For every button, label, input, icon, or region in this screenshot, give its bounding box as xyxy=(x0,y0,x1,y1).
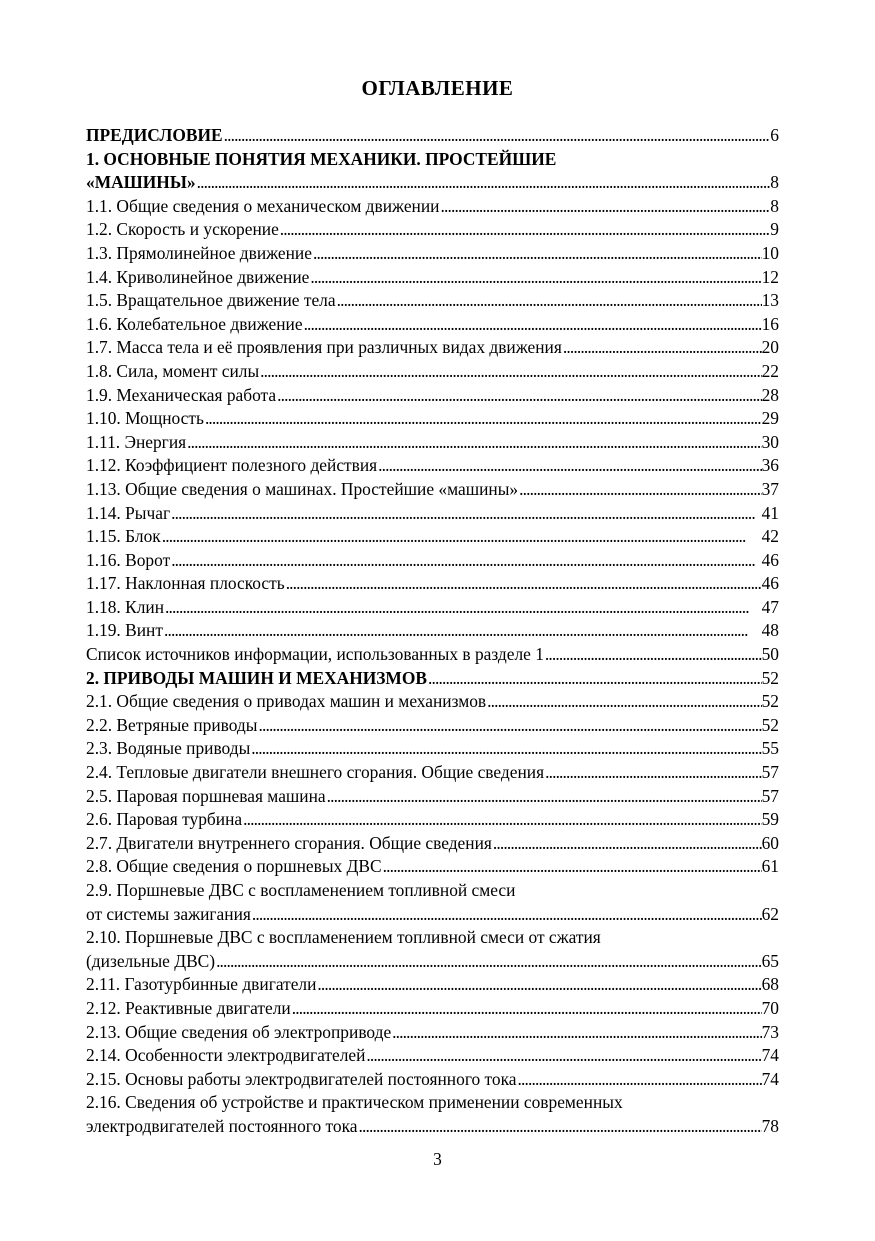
toc-dot-leader xyxy=(291,997,762,1021)
toc-entry[interactable] xyxy=(86,124,779,148)
toc-entry-page-number: 55 xyxy=(761,738,779,759)
toc-entry-title: 2.6. Паровая турбина xyxy=(86,809,243,830)
toc-entry-page-number: 47 xyxy=(761,596,779,617)
toc-entry-title: 1.8. Сила, момент силы xyxy=(86,360,260,381)
toc-dot-leader xyxy=(251,903,762,927)
toc-entry-title: 1.10. Мощность xyxy=(86,408,204,429)
toc-dot-leader xyxy=(517,1068,762,1092)
toc-entry-page-number: 10 xyxy=(761,242,779,263)
toc-entry-title: Список источников информации, использованных в разделе 1 xyxy=(86,644,544,665)
toc-dot-leader xyxy=(518,478,762,502)
toc-entry-title: 1.15. Блок xyxy=(86,526,161,547)
toc-entry-page-number: 46 xyxy=(761,549,779,570)
toc-dot-leader xyxy=(492,832,762,856)
toc-entry-title: 2.3. Водяные приводы xyxy=(86,738,251,759)
toc-entry[interactable] xyxy=(86,619,779,643)
toc-entry-title: 1.3. Прямолинейное движение xyxy=(86,242,312,263)
toc-dot-leader xyxy=(309,266,761,290)
toc-entry[interactable] xyxy=(86,572,779,596)
toc-entry[interactable] xyxy=(86,336,779,360)
toc-entry-page-number: 62 xyxy=(761,903,779,924)
toc-entry-page-number: 52 xyxy=(761,667,779,688)
toc-entry[interactable] xyxy=(86,737,779,761)
toc-entry-title: 1.14. Рычаг xyxy=(86,502,171,523)
toc-dot-leader xyxy=(259,360,761,384)
toc-entry[interactable] xyxy=(86,855,779,879)
toc-entry-page-number: 48 xyxy=(761,620,779,641)
toc-entry[interactable] xyxy=(86,714,779,738)
toc-entry[interactable] xyxy=(86,926,779,950)
toc-dot-leader xyxy=(377,454,761,478)
toc-entry[interactable] xyxy=(86,1115,779,1139)
toc-dot-leader xyxy=(544,643,762,667)
toc-dot-leader xyxy=(365,1044,761,1068)
toc-entry[interactable] xyxy=(86,384,779,408)
toc-entry-page-number: 12 xyxy=(761,266,779,287)
toc-entry-page-number: 16 xyxy=(761,313,779,334)
toc-dot-leader xyxy=(391,1021,761,1045)
toc-entry-title: 1.5. Вращательное движение тела xyxy=(86,290,336,311)
toc-entry[interactable] xyxy=(86,478,779,502)
toc-entry[interactable] xyxy=(86,148,779,172)
toc-entry[interactable] xyxy=(86,407,779,431)
toc-entry[interactable] xyxy=(86,289,779,313)
toc-entry[interactable] xyxy=(86,832,779,856)
toc-entry-page-number: 8 xyxy=(770,195,779,216)
toc-entry[interactable] xyxy=(86,879,779,903)
toc-dot-leader xyxy=(439,195,770,219)
toc-entry-title: 2.12. Реактивные двигатели xyxy=(86,997,291,1018)
toc-entry-title: 1.11. Энергия xyxy=(86,431,187,452)
toc-entry-title: 2.1. Общие сведения о приводах машин и механизмов xyxy=(86,691,487,712)
toc-entry-page-number: 70 xyxy=(761,997,779,1018)
toc-entry-title: 2.2. Ветряные приводы xyxy=(86,714,258,735)
table-of-contents xyxy=(86,124,779,1139)
toc-entry-title: 1.7. Масса тела и её проявления при различных видах движения xyxy=(86,337,562,358)
toc-entry[interactable] xyxy=(86,973,779,997)
toc-dot-leader xyxy=(326,785,762,809)
page-title: ОГЛАВЛЕНИЕ xyxy=(361,76,514,100)
toc-entry-page-number: 68 xyxy=(761,974,779,995)
toc-entry-title: 1.12. Коэффициент полезного действия xyxy=(86,455,378,476)
toc-entry-page-number: 59 xyxy=(761,809,779,830)
toc-dot-leader xyxy=(427,667,762,691)
toc-entry-title: 1. ОСНОВНЫЕ ПОНЯТИЯ МЕХАНИКИ. ПРОСТЕЙШИЕ xyxy=(86,148,557,169)
toc-entry-page-number: 57 xyxy=(761,762,779,783)
toc-entry-title: ПРЕДИСЛОВИЕ xyxy=(86,125,223,145)
toc-entry-page-number: 57 xyxy=(761,785,779,806)
toc-entry[interactable] xyxy=(86,950,779,974)
toc-entry[interactable] xyxy=(86,502,779,526)
toc-entry-page-number: 61 xyxy=(761,856,779,877)
toc-entry-page-number: 74 xyxy=(761,1068,779,1089)
toc-entry-page-number: 28 xyxy=(761,384,779,405)
toc-dot-leader xyxy=(170,502,762,526)
toc-entry[interactable] xyxy=(86,360,779,384)
toc-entry[interactable] xyxy=(86,808,779,832)
toc-dot-leader xyxy=(170,549,761,573)
toc-entry-page-number: 46 xyxy=(761,573,779,594)
toc-entry-page-number: 73 xyxy=(761,1021,779,1042)
toc-dot-leader xyxy=(257,714,761,738)
toc-entry[interactable] xyxy=(86,690,779,714)
toc-entry-page-number: 50 xyxy=(761,644,779,665)
toc-entry-title: 2.10. Поршневые ДВС с воспламенением топливной смеси от сжатия xyxy=(86,927,601,948)
toc-entry[interactable] xyxy=(86,596,779,620)
toc-entry-title: 2.13. Общие сведения об электроприводе xyxy=(86,1021,392,1042)
toc-dot-leader xyxy=(562,336,762,360)
toc-dot-leader xyxy=(161,525,762,549)
toc-dot-leader xyxy=(196,171,771,195)
toc-entry-page-number: 20 xyxy=(761,337,779,358)
toc-entry-title: 2.14. Особенности электродвигателей xyxy=(86,1045,366,1066)
toc-dot-leader xyxy=(215,950,762,974)
toc-dot-leader xyxy=(242,808,762,832)
toc-entry-page-number: 13 xyxy=(761,290,779,311)
toc-entry-title: 1.2. Скорость и ускорение xyxy=(86,219,279,240)
toc-entry-title: 1.16. Ворот xyxy=(86,549,171,570)
toc-entry[interactable] xyxy=(86,761,779,785)
toc-entry-title: 1.9. Механическая работа xyxy=(86,384,277,405)
toc-entry-title: 2.5. Паровая поршневая машина xyxy=(86,785,326,806)
toc-entry-title: 1.17. Наклонная плоскость xyxy=(86,573,285,594)
toc-entry-title: 2.4. Тепловые двигатели внешнего сгорания. Общие сведения xyxy=(86,762,545,783)
toc-entry-page-number: 65 xyxy=(761,950,779,971)
toc-entry-title: 1.18. Клин xyxy=(86,596,165,617)
toc-entry[interactable] xyxy=(86,903,779,927)
toc-entry[interactable] xyxy=(86,195,779,219)
toc-dot-leader xyxy=(186,431,761,455)
toc-entry[interactable] xyxy=(86,242,779,266)
toc-entry[interactable] xyxy=(86,667,779,691)
toc-dot-leader xyxy=(336,289,762,313)
toc-dot-leader xyxy=(358,1115,762,1139)
toc-entry-title: 1.19. Винт xyxy=(86,620,163,641)
toc-entry-title: 1.4. Криволинейное движение xyxy=(86,266,310,287)
toc-entry-page-number: 60 xyxy=(761,832,779,853)
toc-dot-leader xyxy=(163,619,762,643)
toc-dot-leader xyxy=(276,384,762,408)
toc-entry-page-number: 37 xyxy=(761,478,779,499)
toc-entry-page-number: 9 xyxy=(770,219,779,240)
toc-dot-leader xyxy=(164,596,762,620)
toc-entry-title: 2.9. Поршневые ДВС с воспламенением топливной смеси xyxy=(86,880,516,900)
toc-dot-leader xyxy=(250,737,761,761)
toc-entry-title: 2.11. Газотурбинные двигатели xyxy=(86,974,317,995)
page-number: 3 xyxy=(433,1149,442,1169)
toc-entry[interactable] xyxy=(86,431,779,455)
toc-entry[interactable] xyxy=(86,1044,779,1068)
toc-entry-title: 1.1. Общие сведения о механическом движении xyxy=(86,195,440,216)
toc-entry-title: «МАШИНЫ» xyxy=(86,172,196,193)
toc-entry[interactable] xyxy=(86,1021,779,1045)
toc-dot-leader xyxy=(382,855,762,879)
toc-entry-title: 2.7. Двигатели внутреннего сгорания. Общие сведения xyxy=(86,832,492,853)
toc-dot-leader xyxy=(285,572,762,596)
toc-entry[interactable] xyxy=(86,171,779,195)
toc-entry[interactable] xyxy=(86,525,779,549)
toc-dot-leader xyxy=(316,973,761,997)
toc-entry-title: 1.6. Колебательное движение xyxy=(86,313,303,334)
toc-entry-title: 2.15. Основы работы электродвигателей постоянного тока xyxy=(86,1068,517,1089)
toc-entry-page-number: 36 xyxy=(761,455,779,476)
toc-entry-title: от системы зажигания xyxy=(86,903,251,924)
toc-entry-page-number: 6 xyxy=(770,125,779,145)
toc-entry[interactable] xyxy=(86,218,779,242)
toc-dot-leader xyxy=(312,242,762,266)
toc-entry-title: электродвигателей постоянного тока xyxy=(86,1115,358,1136)
toc-entry[interactable] xyxy=(86,643,779,667)
toc-entry-title: 2.8. Общие сведения о поршневых ДВС xyxy=(86,856,382,877)
toc-entry[interactable] xyxy=(86,997,779,1021)
toc-entry-page-number: 22 xyxy=(761,360,779,381)
toc-entry-title: (дизельные ДВС) xyxy=(86,950,216,971)
toc-entry-page-number: 8 xyxy=(770,172,779,193)
toc-entry-title: 2. ПРИВОДЫ МАШИН И МЕХАНИЗМОВ xyxy=(86,667,427,688)
toc-entry-page-number: 74 xyxy=(761,1045,779,1066)
toc-entry[interactable] xyxy=(86,313,779,337)
toc-entry-title: 2.16. Сведения об устройстве и практическом применении современных xyxy=(86,1092,623,1113)
toc-entry[interactable] xyxy=(86,549,779,573)
toc-entry-page-number: 78 xyxy=(761,1115,779,1136)
toc-dot-leader xyxy=(279,218,771,242)
toc-entry-page-number: 30 xyxy=(761,431,779,452)
toc-entry[interactable] xyxy=(86,454,779,478)
toc-entry[interactable] xyxy=(86,1091,779,1115)
toc-dot-leader xyxy=(486,690,761,714)
toc-entry-page-number: 29 xyxy=(761,408,779,429)
toc-entry[interactable] xyxy=(86,785,779,809)
toc-entry-page-number: 41 xyxy=(761,502,779,523)
toc-entry-page-number: 52 xyxy=(761,714,779,735)
toc-dot-leader xyxy=(303,313,762,337)
toc-entry[interactable] xyxy=(86,1068,779,1092)
toc-entry-page-number: 52 xyxy=(761,691,779,712)
toc-dot-leader xyxy=(544,761,762,785)
toc-entry-page-number: 42 xyxy=(761,526,779,547)
toc-entry-title: 1.13. Общие сведения о машинах. Простейшие «машины» xyxy=(86,478,519,499)
toc-dot-leader xyxy=(204,407,762,431)
toc-dot-leader xyxy=(223,124,771,148)
toc-entry[interactable] xyxy=(86,266,779,290)
